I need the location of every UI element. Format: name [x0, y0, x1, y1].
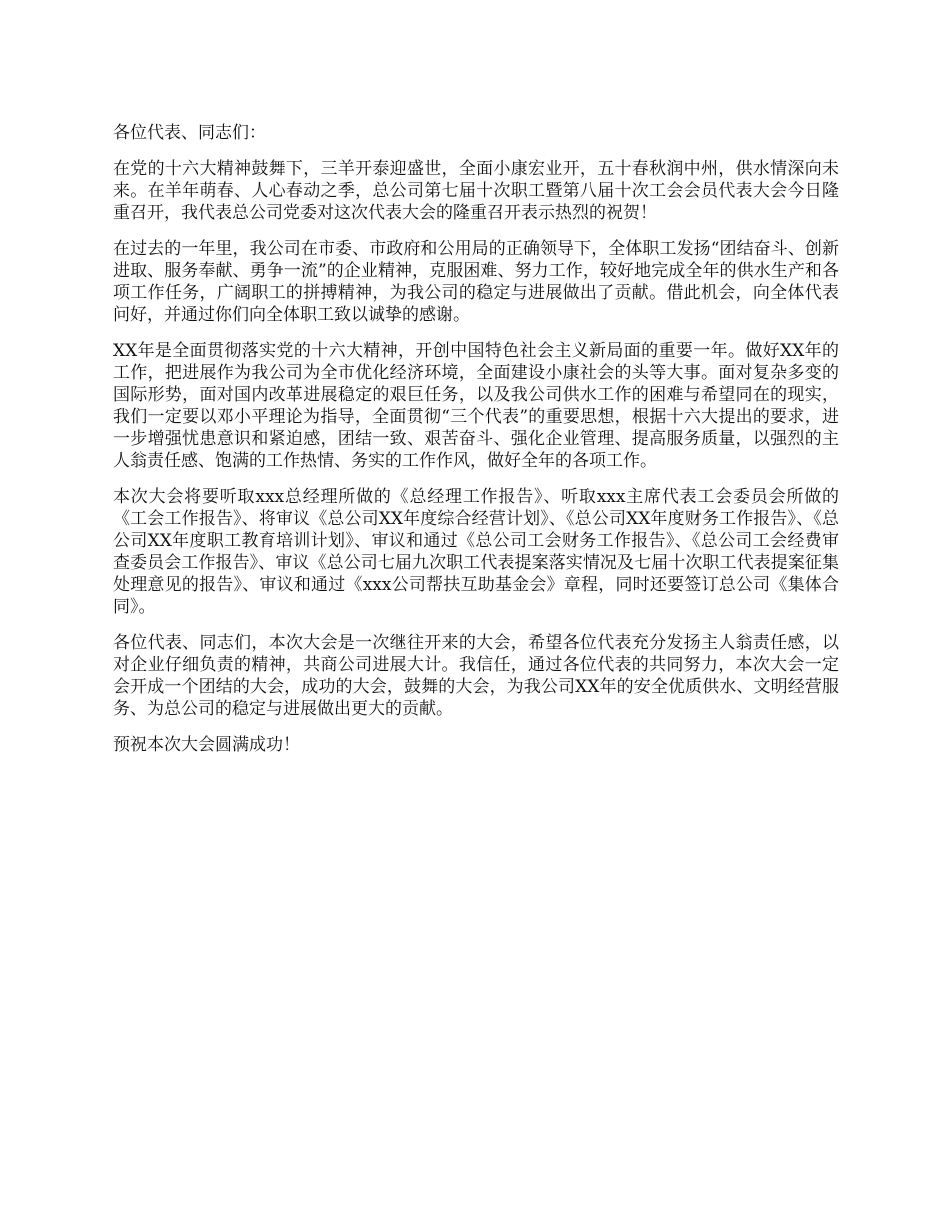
paragraph-closing: 各位代表、同志们，本次大会是一次继往开来的大会，希望各位代表充分发扬主人翁责任感，以对企业仔细负责的精神，共商公司进展大计。我信任，通过各位代表的共同努力，本次大会一定会开成一个团结的大会，成功的大会，鼓舞的大会，为我公司XX年的安全优质供水、文明经营服务、为总公司的稳定与进展做出更大的贡献。	[113, 633, 839, 719]
paragraph-wish: 预祝本次大会圆满成功！	[113, 735, 300, 755]
paragraph-goals: XX年是全面贯彻落实党的十六大精神，开创中国特色社会主义新局面的重要一年。做好XX年的工作，把进展作为我公司为全市优化经济环境，全面建设小康社会的头等大事。面对复杂多变的国际形势，面对国内改革进展稳定的艰巨任务，以及我公司供水工作的困难与希望同在的现实，我们一定要以邓小平理论为指导，全面贯彻“三个代表”的重要思想，根据十六大提出的要求，进一步增强忧患意识和紧迫感，团结一致、艰苦奋斗、强化企业管理、提高服务质量，以强烈的主人翁责任感、饱满的工作热情、务实的工作作风，做好全年的各项工作。	[113, 341, 839, 471]
salutation: 各位代表、同志们：	[113, 123, 266, 143]
paragraph-opening: 在党的十六大精神鼓舞下，三羊开泰迎盛世，全面小康宏业开，五十春秋润中州，供水情深向未来。在羊年萌春、人心春动之季，总公司第七届十次职工暨第八届十次工会会员代表大会今日隆重召开，我代表总公司党委对这次代表大会的隆重召开表示热烈的祝贺！	[113, 159, 839, 223]
paragraph-review: 在过去的一年里，我公司在市委、市政府和公用局的正确领导下，全体职工发扬“团结奋斗、创新进取、服务奉献、勇争一流”的企业精神，克服困难、努力工作，较好地完成全年的供水生产和各项工作任务，广阔职工的拼搏精神，为我公司的稳定与进展做出了贡献。借此机会，向全体代表问好，并通过你们向全体职工致以诚挚的感谢。	[113, 239, 839, 325]
document-body	[113, 122, 839, 770]
paragraph-agenda: 本次大会将要听取xxx总经理所做的《总经理工作报告》、听取xxx主席代表工会委员会所做的《工会工作报告》、将审议《总公司XX年度综合经营计划》、《总公司XX年度财务工作报告》、《总公司XX年度职工教育培训计划》、审议和通过《总公司工会财务工作报告》、《总公司工会经费审查委员会工作报告》、审议《总公司七届九次职工代表提案落实情况及七届十次职工代表提案征集处理意见的报告》、审议和通过《xxx公司帮扶互助基金会》章程，同时还要签订总公司《集体合同》。	[113, 487, 839, 617]
